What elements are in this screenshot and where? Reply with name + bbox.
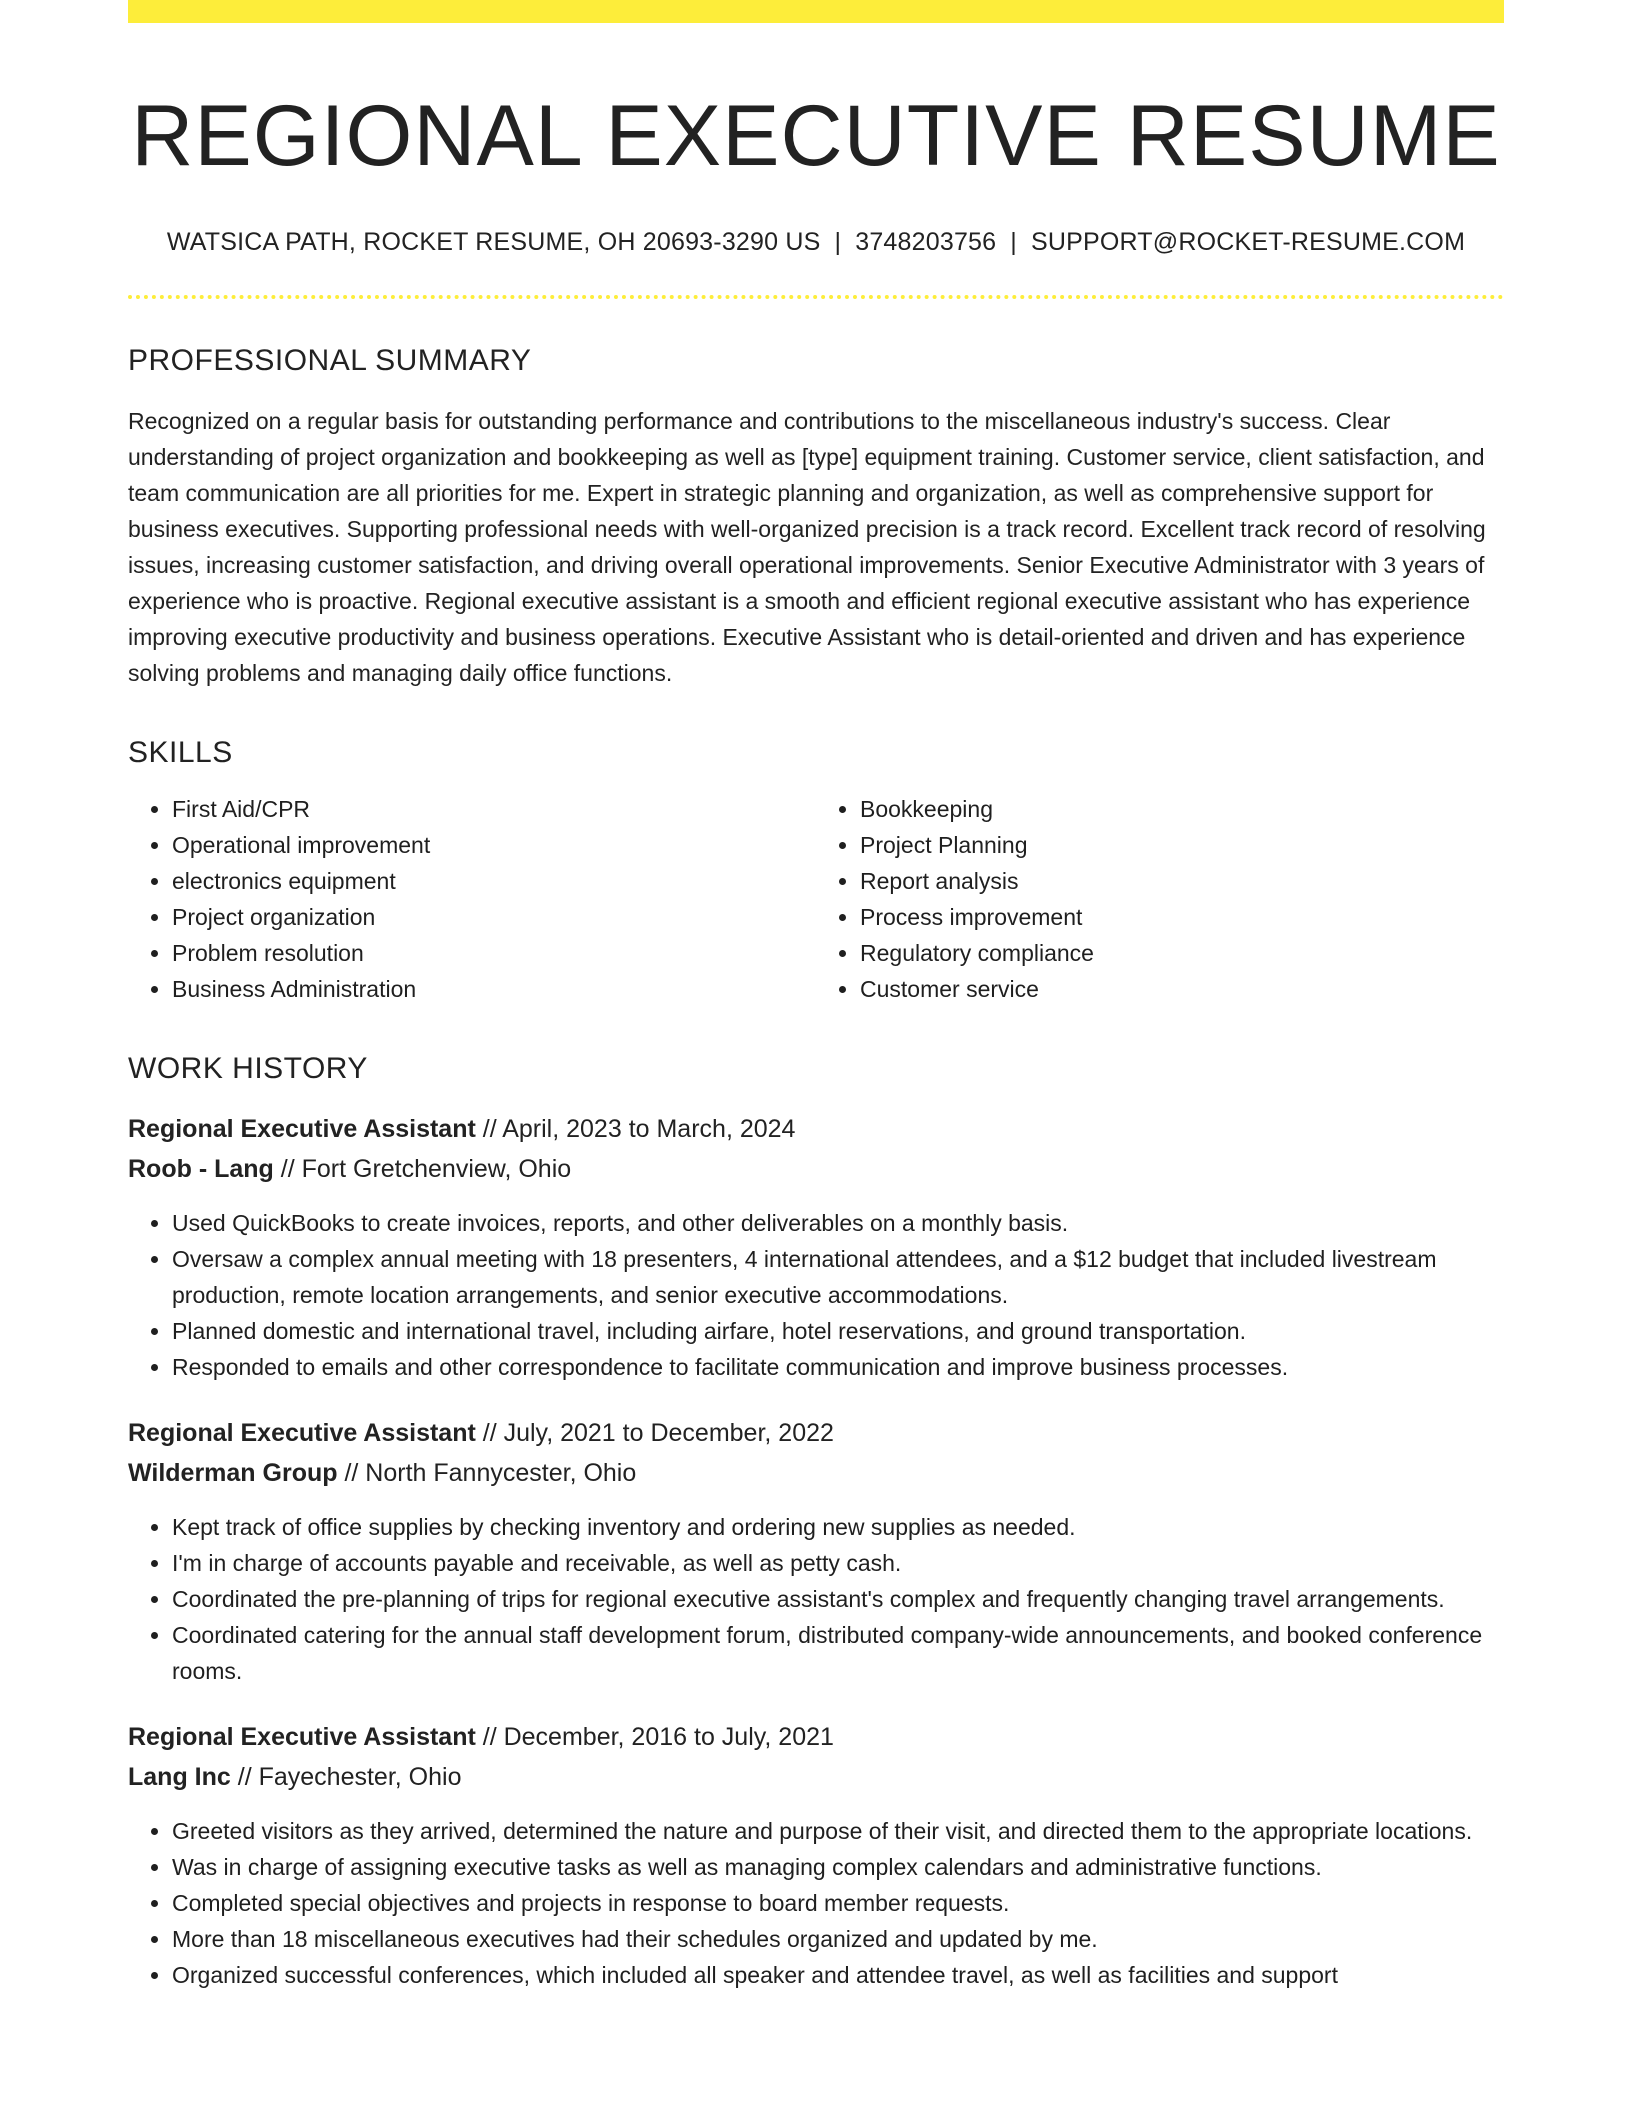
job-title-line: [128, 1717, 1504, 1757]
job-title: Regional Executive Assistant: [128, 1419, 476, 1448]
summary-text: Recognized on a regular basis for outstanding performance and contributions to the miscellaneous industry's success. Clear understanding of project organization and bookkeeping as well as [type] equipment training. Customer service, client satisfaction, and team communication are all priorities for me. Expert in strategic planning and organization, as well as comprehensive support for business executives. Supporting professional needs with well-organized precision is a track record. Excellent track record of resolving issues, increasing customer satisfaction, and driving overall operational improvements. Senior Executive Administrator with 3 years of experience who is proactive. Regional executive assistant is a smooth and efficient regional executive assistant who has experience improving executive productivity and business operations. Executive Assistant who is detail-oriented and driven and has experience solving problems and managing daily office functions.: [128, 408, 1486, 687]
job-bullets: [128, 1813, 1504, 1993]
job-title-line: [128, 1109, 1504, 1149]
skill-item: • electronics equipment: [172, 863, 816, 899]
skills-heading: SKILLS: [128, 736, 233, 770]
skill-item: • Operational improvement: [172, 827, 816, 863]
job-bullet: • Organized successful conferences, which included all speaker and attendee travel, as well as facilities and support: [172, 1957, 1504, 1993]
resume-title: REGIONAL EXECUTIVE RESUME: [131, 88, 1501, 184]
summary-heading: PROFESSIONAL SUMMARY: [128, 344, 532, 378]
job-title: Regional Executive Assistant: [128, 1723, 476, 1752]
job-company-line: [128, 1453, 1504, 1493]
job-entry: [128, 1413, 1504, 1689]
skill-item: • Project Planning: [860, 827, 1504, 863]
skill-item: • Problem resolution: [172, 935, 816, 971]
job-bullet: • Used QuickBooks to create invoices, reports, and other deliverables on a monthly basis.: [172, 1205, 1504, 1241]
contact-separator: |: [834, 228, 842, 257]
job-dates: // April, 2023 to March, 2024: [482, 1115, 796, 1144]
job-title-line: [128, 1413, 1504, 1453]
job-bullets: [128, 1205, 1504, 1385]
job-bullet: • Coordinated the pre-planning of trips for regional executive assistant's complex and frequently changing travel arrangements.: [172, 1581, 1504, 1617]
contact-line: [128, 228, 1504, 257]
job-dates: // July, 2021 to December, 2022: [482, 1419, 834, 1448]
job-bullet: • Oversaw a complex annual meeting with 18 presenters, 4 international attendees, and a $12 budget that included livestream production, remote location arrangements, and senior executive accommodations.: [172, 1241, 1504, 1313]
job-bullet: • I'm in charge of accounts payable and receivable, as well as petty cash.: [172, 1545, 1504, 1581]
job-entry: [128, 1717, 1504, 1993]
contact-address: WATSICA PATH, ROCKET RESUME, OH 20693-3290 US: [166, 228, 821, 257]
skills-list: [128, 791, 1504, 1007]
contact-phone: 3748203756: [855, 228, 997, 257]
resume-page: [128, 0, 1504, 1993]
skills-column-left: [128, 791, 816, 1007]
skills-column-right: [816, 791, 1504, 1007]
job-bullet: • Completed special objectives and projects in response to board member requests.: [172, 1885, 1504, 1921]
job-company: Wilderman Group: [128, 1459, 338, 1488]
skill-item: • Customer service: [860, 971, 1504, 1007]
job-bullet: • Responded to emails and other correspondence to facilitate communication and improve business processes.: [172, 1349, 1504, 1385]
job-company: Roob - Lang: [128, 1155, 274, 1184]
job-location: // North Fannycester, Ohio: [344, 1459, 637, 1488]
contact-separator: |: [1010, 228, 1017, 257]
job-entry: [128, 1109, 1504, 1385]
skill-item: • Business Administration: [172, 971, 816, 1007]
skill-item: • Project organization: [172, 899, 816, 935]
job-company-line: [128, 1757, 1504, 1797]
job-location: // Fayechester, Ohio: [237, 1763, 462, 1792]
job-bullet: • Planned domestic and international travel, including airfare, hotel reservations, and ground transportation.: [172, 1313, 1504, 1349]
work-history-list: [128, 1109, 1504, 1993]
job-bullet: • More than 18 miscellaneous executives had their schedules organized and updated by me.: [172, 1921, 1504, 1957]
accent-bar: [128, 0, 1504, 23]
dotted-divider: [128, 295, 1504, 299]
job-bullet: • Coordinated catering for the annual staff development forum, distributed company-wide announcements, and booked conference rooms.: [172, 1617, 1504, 1689]
job-dates: // December, 2016 to July, 2021: [482, 1723, 834, 1752]
skill-item: • First Aid/CPR: [172, 791, 816, 827]
skill-item: • Report analysis: [860, 863, 1504, 899]
job-bullet: • Was in charge of assigning executive tasks as well as managing complex calendars and administrative functions.: [172, 1849, 1504, 1885]
skill-item: • Bookkeeping: [860, 791, 1504, 827]
job-bullet: • Greeted visitors as they arrived, determined the nature and purpose of their visit, and directed them to the appropriate locations.: [172, 1813, 1504, 1849]
work-history-heading: WORK HISTORY: [128, 1052, 368, 1086]
job-bullet: • Kept track of office supplies by checking inventory and ordering new supplies as needed.: [172, 1509, 1504, 1545]
skill-item: • Regulatory compliance: [860, 935, 1504, 971]
job-location: // Fort Gretchenview, Ohio: [280, 1155, 572, 1184]
job-company-line: [128, 1149, 1504, 1189]
job-company: Lang Inc: [128, 1763, 231, 1792]
job-bullets: [128, 1509, 1504, 1689]
contact-email: SUPPORT@ROCKET-RESUME.COM: [1030, 228, 1466, 257]
skill-item: • Process improvement: [860, 899, 1504, 935]
job-title: Regional Executive Assistant: [128, 1115, 476, 1144]
